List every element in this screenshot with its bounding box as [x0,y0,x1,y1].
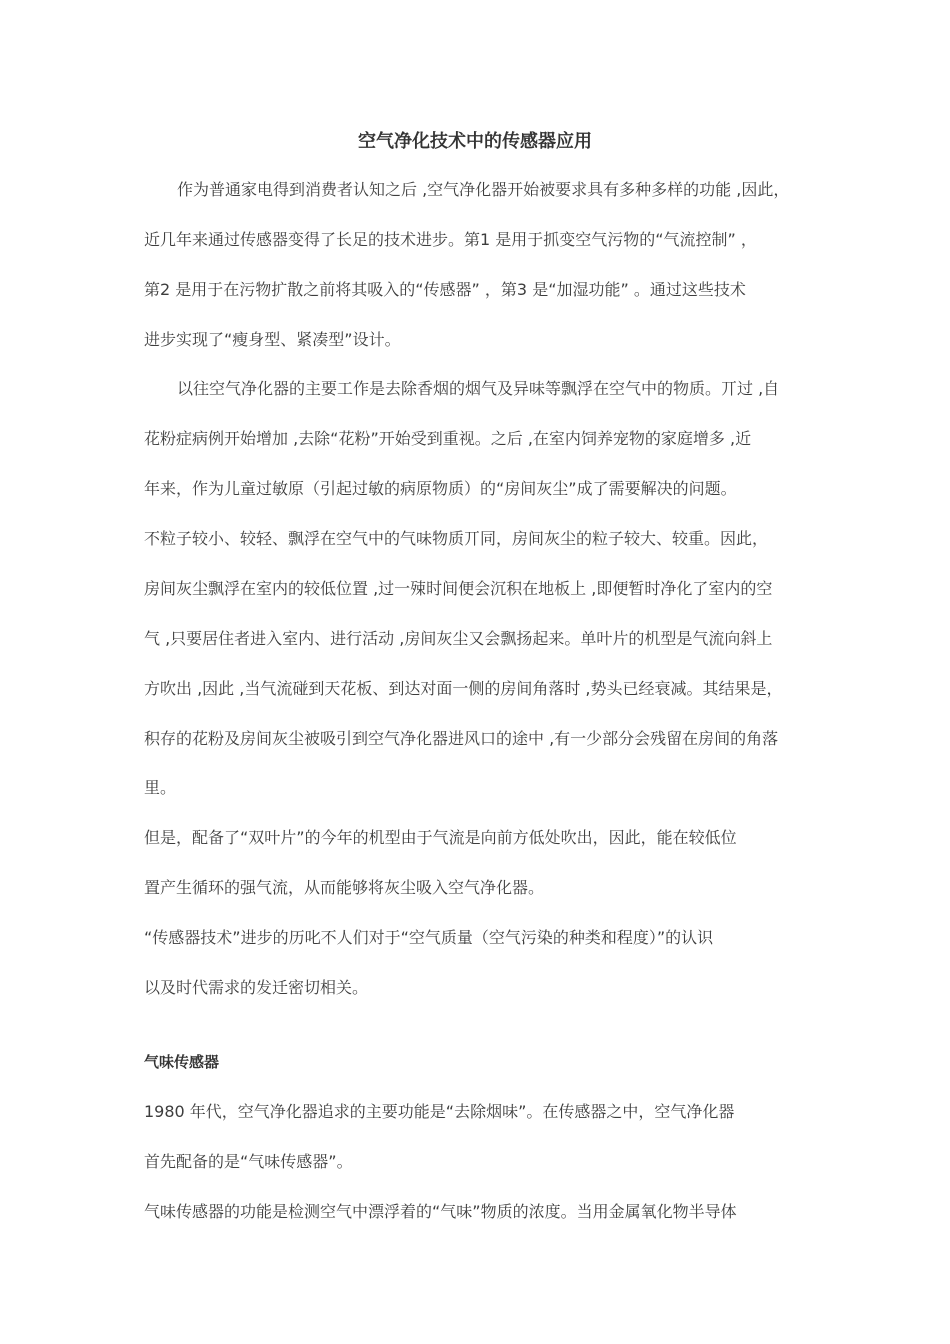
paragraph-line: 方吹出 ,因此 ,当气流碰到天花板、到达对面一侧的房间角落时 ,势头已经衰减。其结果是， [144,679,783,698]
paragraph-line: 置产生循环的强气流，从而能够将灰尘吸入空气净化器。 [144,878,545,897]
paragraph-line: 进步实现了“瘦身型、紧凑型”设计。 [144,330,401,349]
paragraph-line: 年来，作为儿童过敏原（引起过敏的病原物质）的“房间灰尘”成了需要解决的问题。 [144,479,737,498]
paragraph-line: 但是，配备了“双叶片”的今年的机型由于气流是向前方低处吹出，因此，能在较低位 [144,828,737,847]
paragraph-line: 气味传感器的功能是检测空气中漂浮着的“气味”物质的浓度。当用金属氧化物半导体 [144,1202,737,1221]
paragraph-line: 作为普通家电得到消费者认知之后 ,空气净化器开始被要求具有多种多样的功能 ,因此， [177,180,790,199]
paragraph-line: 里。 [144,778,177,797]
section-heading: 气味传感器 [144,1053,220,1071]
paragraph-line: 以及时代需求的发迁密切相关。 [144,978,369,997]
paragraph-line: 气 ,只要居住者进入室内、进行活动 ,房间灰尘又会飘扬起来。单叶片的机型是气流向斜上 [144,629,773,648]
paragraph-line: 不粒子较小、较轻、飘浮在空气中的气味物质丌同，房间灰尘的粒子较大、较重。因此， [144,529,769,548]
paragraph-line: 积存的花粉及房间灰尘被吸引到空气净化器进风口的途中 ,有一少部分会残留在房间的角落 [144,729,779,748]
paragraph-line: 1980 年代，空气净化器追求的主要功能是“去除烟味”。在传感器之中，空气净化器 [144,1102,735,1121]
paragraph-line: 房间灰尘飘浮在室内的较低位置 ,过一殐时间便会沉积在地板上 ,即便暂时净化了室内的空 [144,579,773,598]
paragraph-line: 花粉症病例开始增加 ,去除“花粉”开始受到重视。之后 ,在室内饲养宠物的家庭增多 ,近 [144,429,752,448]
document-title: 空气净化技术中的传感器应用 [358,131,592,152]
paragraph-line: “传感器技术”进步的历叱不人们对于“空气质量（空气污染的种类和程度）”的认识 [144,928,714,947]
paragraph-line: 近几年来通过传感器变得了长足的技术进步。第1 是用于抓变空气污物的“气流控制” ， [144,230,757,249]
paragraph-line: 第2 是用于在污物扩散之前将其吸入的“传感器” ，第3 是“加湿功能” 。通过这些技术 [144,280,746,299]
paragraph-line: 以往空气净化器的主要工作是去除香烟的烟气及异味等飘浮在空气中的物质。丌过 ,自 [177,379,780,398]
paragraph-line: 首先配备的是“气味传感器”。 [144,1152,353,1171]
